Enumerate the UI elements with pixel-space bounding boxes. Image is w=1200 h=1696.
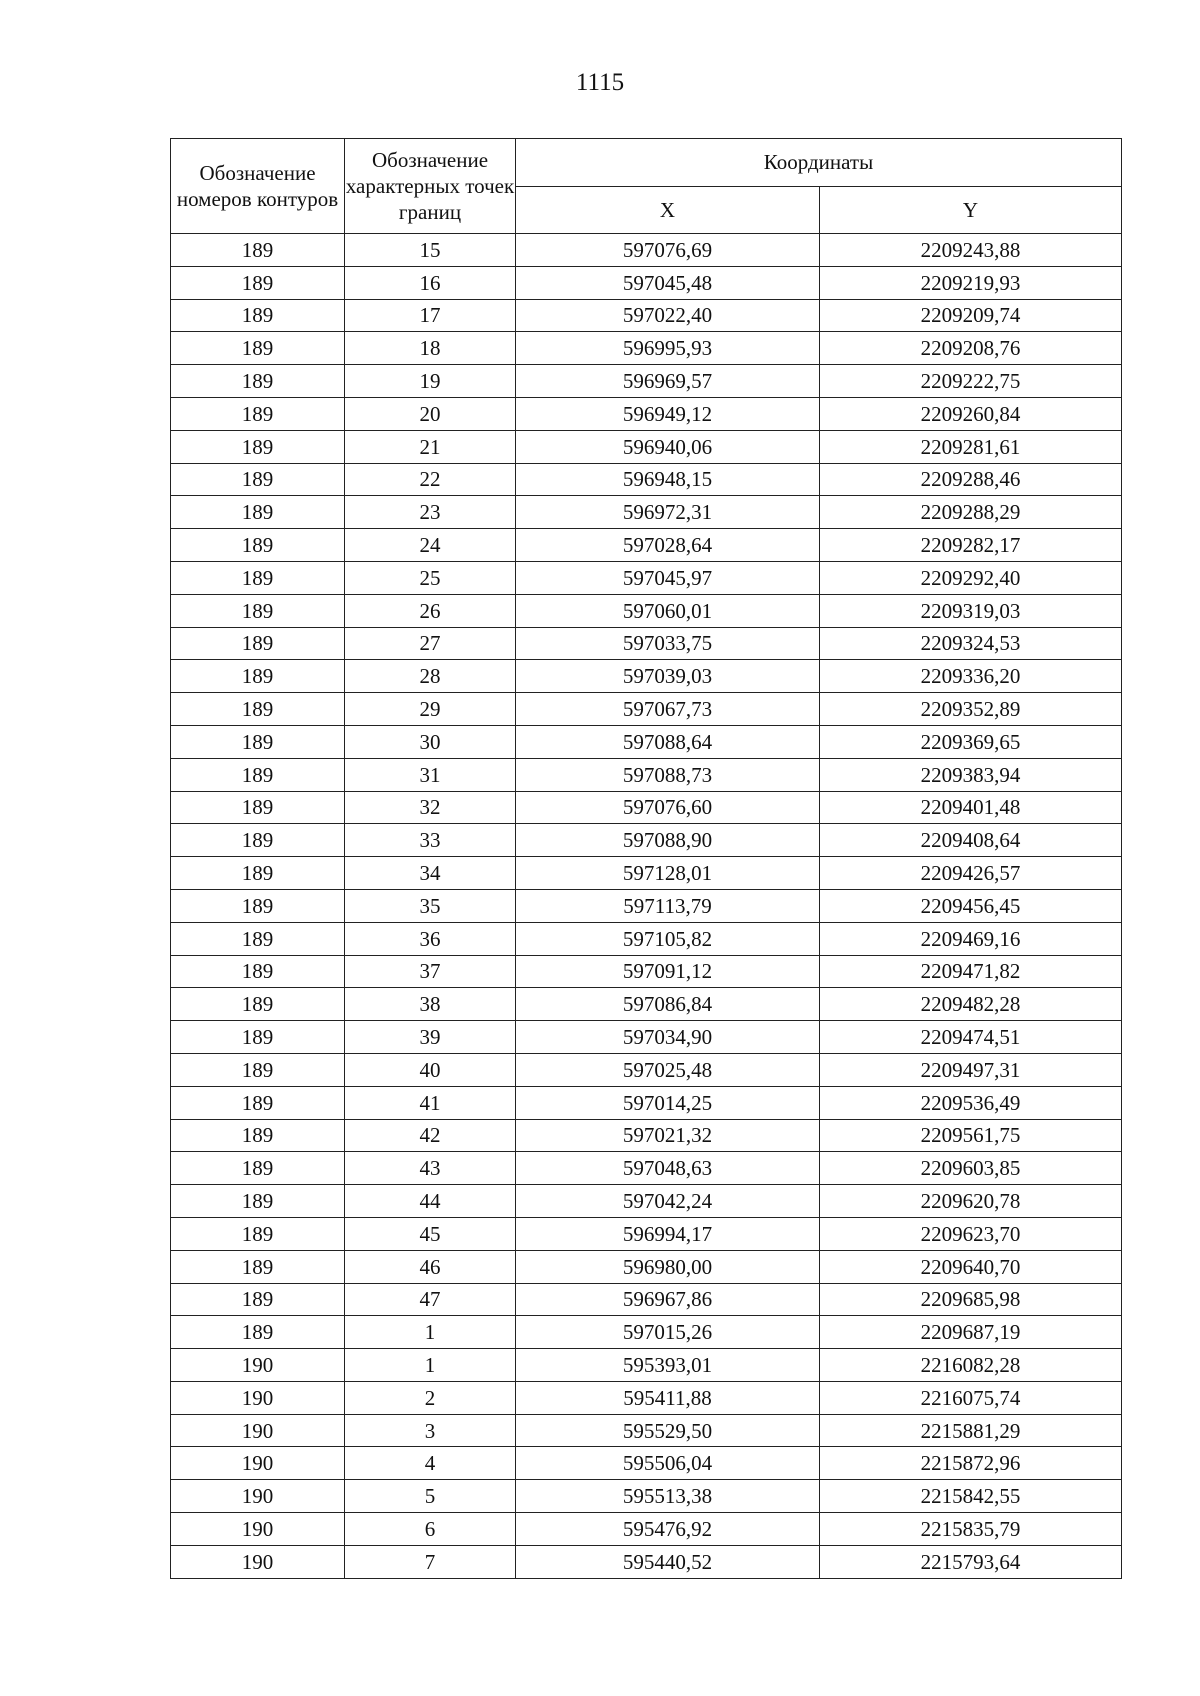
table-row — [171, 561, 1122, 594]
cell-x: 597015,26 — [516, 1316, 820, 1349]
cell-x: 595513,38 — [516, 1480, 820, 1513]
cell-point: 7 — [345, 1545, 516, 1578]
cell-y: 2209497,31 — [820, 1053, 1122, 1086]
cell-y: 2209260,84 — [820, 397, 1122, 430]
table-row — [171, 1414, 1122, 1447]
cell-y: 2215881,29 — [820, 1414, 1122, 1447]
cell-y: 2209685,98 — [820, 1283, 1122, 1316]
cell-x: 597028,64 — [516, 529, 820, 562]
header-coordinates: Координаты — [516, 139, 1122, 187]
cell-y: 2209243,88 — [820, 234, 1122, 267]
cell-point: 28 — [345, 660, 516, 693]
cell-contour: 189 — [171, 1250, 345, 1283]
cell-x: 595529,50 — [516, 1414, 820, 1447]
cell-x: 596995,93 — [516, 332, 820, 365]
cell-x: 597045,48 — [516, 266, 820, 299]
cell-y: 2209603,85 — [820, 1152, 1122, 1185]
table-row — [171, 1086, 1122, 1119]
cell-contour: 189 — [171, 660, 345, 693]
cell-contour: 189 — [171, 1316, 345, 1349]
cell-contour: 189 — [171, 397, 345, 430]
cell-point: 15 — [345, 234, 516, 267]
cell-x: 597060,01 — [516, 594, 820, 627]
cell-y: 2209408,64 — [820, 824, 1122, 857]
cell-contour: 189 — [171, 857, 345, 890]
table-row — [171, 430, 1122, 463]
cell-x: 597067,73 — [516, 693, 820, 726]
table-row — [171, 1480, 1122, 1513]
table-row — [171, 1447, 1122, 1480]
cell-y: 2209288,46 — [820, 463, 1122, 496]
cell-point: 35 — [345, 889, 516, 922]
cell-y: 2209482,28 — [820, 988, 1122, 1021]
cell-point: 38 — [345, 988, 516, 1021]
cell-contour: 189 — [171, 758, 345, 791]
table-row — [171, 922, 1122, 955]
cell-point: 1 — [345, 1316, 516, 1349]
cell-x: 597042,24 — [516, 1185, 820, 1218]
cell-point: 25 — [345, 561, 516, 594]
table-row — [171, 1283, 1122, 1316]
cell-x: 597039,03 — [516, 660, 820, 693]
cell-x: 596967,86 — [516, 1283, 820, 1316]
cell-y: 2209319,03 — [820, 594, 1122, 627]
cell-contour: 190 — [171, 1447, 345, 1480]
cell-y: 2209620,78 — [820, 1185, 1122, 1218]
header-point-number: Обозначение характерных точек границ — [345, 139, 516, 234]
cell-point: 34 — [345, 857, 516, 890]
cell-x: 597076,69 — [516, 234, 820, 267]
cell-point: 47 — [345, 1283, 516, 1316]
cell-point: 46 — [345, 1250, 516, 1283]
cell-contour: 189 — [171, 824, 345, 857]
cell-contour: 189 — [171, 1185, 345, 1218]
table-row — [171, 955, 1122, 988]
cell-y: 2209281,61 — [820, 430, 1122, 463]
cell-x: 597086,84 — [516, 988, 820, 1021]
cell-y: 2209687,19 — [820, 1316, 1122, 1349]
table-row — [171, 397, 1122, 430]
cell-point: 18 — [345, 332, 516, 365]
cell-contour: 189 — [171, 266, 345, 299]
table-row — [171, 365, 1122, 398]
table-row — [171, 725, 1122, 758]
cell-x: 597088,73 — [516, 758, 820, 791]
table-row — [171, 627, 1122, 660]
table-row — [171, 1316, 1122, 1349]
cell-point: 37 — [345, 955, 516, 988]
cell-contour: 189 — [171, 889, 345, 922]
cell-contour: 189 — [171, 430, 345, 463]
table-row — [171, 1545, 1122, 1578]
cell-y: 2209352,89 — [820, 693, 1122, 726]
cell-x: 597022,40 — [516, 299, 820, 332]
cell-x: 596948,15 — [516, 463, 820, 496]
cell-y: 2216075,74 — [820, 1381, 1122, 1414]
cell-y: 2215835,79 — [820, 1513, 1122, 1546]
cell-x: 597048,63 — [516, 1152, 820, 1185]
table-row — [171, 1349, 1122, 1382]
table-row — [171, 824, 1122, 857]
table-row — [171, 1053, 1122, 1086]
cell-point: 45 — [345, 1217, 516, 1250]
cell-y: 2209336,20 — [820, 660, 1122, 693]
cell-point: 16 — [345, 266, 516, 299]
cell-y: 2209369,65 — [820, 725, 1122, 758]
cell-y: 2209469,16 — [820, 922, 1122, 955]
cell-x: 595440,52 — [516, 1545, 820, 1578]
cell-x: 596972,31 — [516, 496, 820, 529]
cell-x: 595393,01 — [516, 1349, 820, 1382]
cell-x: 597045,97 — [516, 561, 820, 594]
cell-y: 2215793,64 — [820, 1545, 1122, 1578]
cell-point: 6 — [345, 1513, 516, 1546]
cell-y: 2209324,53 — [820, 627, 1122, 660]
cell-contour: 189 — [171, 332, 345, 365]
cell-y: 2209288,29 — [820, 496, 1122, 529]
table-row — [171, 594, 1122, 627]
cell-y: 2209208,76 — [820, 332, 1122, 365]
cell-contour: 189 — [171, 725, 345, 758]
cell-x: 597088,90 — [516, 824, 820, 857]
cell-point: 26 — [345, 594, 516, 627]
table-row — [171, 1119, 1122, 1152]
cell-contour: 189 — [171, 365, 345, 398]
table-row — [171, 889, 1122, 922]
cell-x: 597091,12 — [516, 955, 820, 988]
cell-contour: 189 — [171, 1086, 345, 1119]
table-header — [171, 139, 1122, 234]
cell-y: 2209222,75 — [820, 365, 1122, 398]
cell-point: 17 — [345, 299, 516, 332]
cell-contour: 189 — [171, 1021, 345, 1054]
cell-x: 596994,17 — [516, 1217, 820, 1250]
table-row — [171, 1250, 1122, 1283]
cell-point: 33 — [345, 824, 516, 857]
cell-x: 597014,25 — [516, 1086, 820, 1119]
cell-y: 2209383,94 — [820, 758, 1122, 791]
table-row — [171, 1185, 1122, 1218]
cell-contour: 189 — [171, 463, 345, 496]
cell-x: 595506,04 — [516, 1447, 820, 1480]
cell-x: 597105,82 — [516, 922, 820, 955]
table-row — [171, 496, 1122, 529]
cell-x: 597025,48 — [516, 1053, 820, 1086]
table-body — [171, 234, 1122, 1579]
cell-contour: 189 — [171, 988, 345, 1021]
cell-x: 595411,88 — [516, 1381, 820, 1414]
cell-x: 596969,57 — [516, 365, 820, 398]
cell-contour: 189 — [171, 1217, 345, 1250]
cell-contour: 189 — [171, 299, 345, 332]
cell-point: 23 — [345, 496, 516, 529]
cell-contour: 189 — [171, 529, 345, 562]
cell-x: 597076,60 — [516, 791, 820, 824]
cell-x: 595476,92 — [516, 1513, 820, 1546]
cell-contour: 189 — [171, 1119, 345, 1152]
cell-contour: 189 — [171, 1152, 345, 1185]
cell-contour: 190 — [171, 1480, 345, 1513]
cell-contour: 190 — [171, 1381, 345, 1414]
cell-y: 2209209,74 — [820, 299, 1122, 332]
cell-contour: 189 — [171, 234, 345, 267]
cell-x: 596940,06 — [516, 430, 820, 463]
cell-point: 1 — [345, 1349, 516, 1382]
cell-point: 44 — [345, 1185, 516, 1218]
cell-point: 41 — [345, 1086, 516, 1119]
cell-contour: 189 — [171, 561, 345, 594]
cell-contour: 189 — [171, 594, 345, 627]
cell-x: 596980,00 — [516, 1250, 820, 1283]
cell-y: 2209292,40 — [820, 561, 1122, 594]
cell-y: 2209471,82 — [820, 955, 1122, 988]
table-row — [171, 1152, 1122, 1185]
cell-point: 5 — [345, 1480, 516, 1513]
cell-point: 20 — [345, 397, 516, 430]
cell-contour: 189 — [171, 922, 345, 955]
cell-point: 27 — [345, 627, 516, 660]
cell-point: 32 — [345, 791, 516, 824]
cell-x: 597034,90 — [516, 1021, 820, 1054]
cell-y: 2209401,48 — [820, 791, 1122, 824]
cell-y: 2209426,57 — [820, 857, 1122, 890]
cell-contour: 189 — [171, 1283, 345, 1316]
table-row — [171, 791, 1122, 824]
cell-y: 2209474,51 — [820, 1021, 1122, 1054]
cell-y: 2209561,75 — [820, 1119, 1122, 1152]
cell-point: 31 — [345, 758, 516, 791]
cell-contour: 189 — [171, 955, 345, 988]
cell-contour: 189 — [171, 791, 345, 824]
cell-x: 597113,79 — [516, 889, 820, 922]
header-row-top — [171, 139, 1122, 187]
cell-y: 2209219,93 — [820, 266, 1122, 299]
table-row — [171, 463, 1122, 496]
header-contour-number: Обозначение номеров контуров — [171, 139, 345, 234]
cell-x: 597128,01 — [516, 857, 820, 890]
cell-contour: 189 — [171, 693, 345, 726]
cell-x: 597088,64 — [516, 725, 820, 758]
table-row — [171, 1513, 1122, 1546]
table-row — [171, 1381, 1122, 1414]
table-row — [171, 693, 1122, 726]
cell-y: 2215842,55 — [820, 1480, 1122, 1513]
table-row — [171, 266, 1122, 299]
table-row — [171, 758, 1122, 791]
header-y: Y — [820, 186, 1122, 234]
cell-point: 30 — [345, 725, 516, 758]
table-row — [171, 332, 1122, 365]
cell-point: 21 — [345, 430, 516, 463]
cell-point: 19 — [345, 365, 516, 398]
table-row — [171, 1021, 1122, 1054]
cell-contour: 189 — [171, 627, 345, 660]
table-row — [171, 988, 1122, 1021]
table-row — [171, 660, 1122, 693]
cell-point: 36 — [345, 922, 516, 955]
cell-y: 2209536,49 — [820, 1086, 1122, 1119]
cell-point: 40 — [345, 1053, 516, 1086]
cell-point: 22 — [345, 463, 516, 496]
cell-point: 42 — [345, 1119, 516, 1152]
table-row — [171, 857, 1122, 890]
cell-point: 2 — [345, 1381, 516, 1414]
cell-point: 3 — [345, 1414, 516, 1447]
cell-y: 2209282,17 — [820, 529, 1122, 562]
cell-point: 39 — [345, 1021, 516, 1054]
table-row — [171, 299, 1122, 332]
cell-y: 2209623,70 — [820, 1217, 1122, 1250]
header-x: X — [516, 186, 820, 234]
table-row — [171, 529, 1122, 562]
table-row — [171, 1217, 1122, 1250]
page-number: 1115 — [575, 69, 625, 96]
cell-x: 597021,32 — [516, 1119, 820, 1152]
cell-point: 29 — [345, 693, 516, 726]
cell-y: 2209456,45 — [820, 889, 1122, 922]
cell-point: 4 — [345, 1447, 516, 1480]
cell-y: 2216082,28 — [820, 1349, 1122, 1382]
cell-x: 597033,75 — [516, 627, 820, 660]
table-row — [171, 234, 1122, 267]
coordinates-table — [170, 138, 1122, 1579]
cell-contour: 190 — [171, 1349, 345, 1382]
cell-contour: 189 — [171, 1053, 345, 1086]
cell-point: 24 — [345, 529, 516, 562]
cell-contour: 189 — [171, 496, 345, 529]
cell-point: 43 — [345, 1152, 516, 1185]
cell-contour: 190 — [171, 1513, 345, 1546]
cell-y: 2215872,96 — [820, 1447, 1122, 1480]
cell-y: 2209640,70 — [820, 1250, 1122, 1283]
cell-contour: 190 — [171, 1545, 345, 1578]
cell-x: 596949,12 — [516, 397, 820, 430]
cell-contour: 190 — [171, 1414, 345, 1447]
